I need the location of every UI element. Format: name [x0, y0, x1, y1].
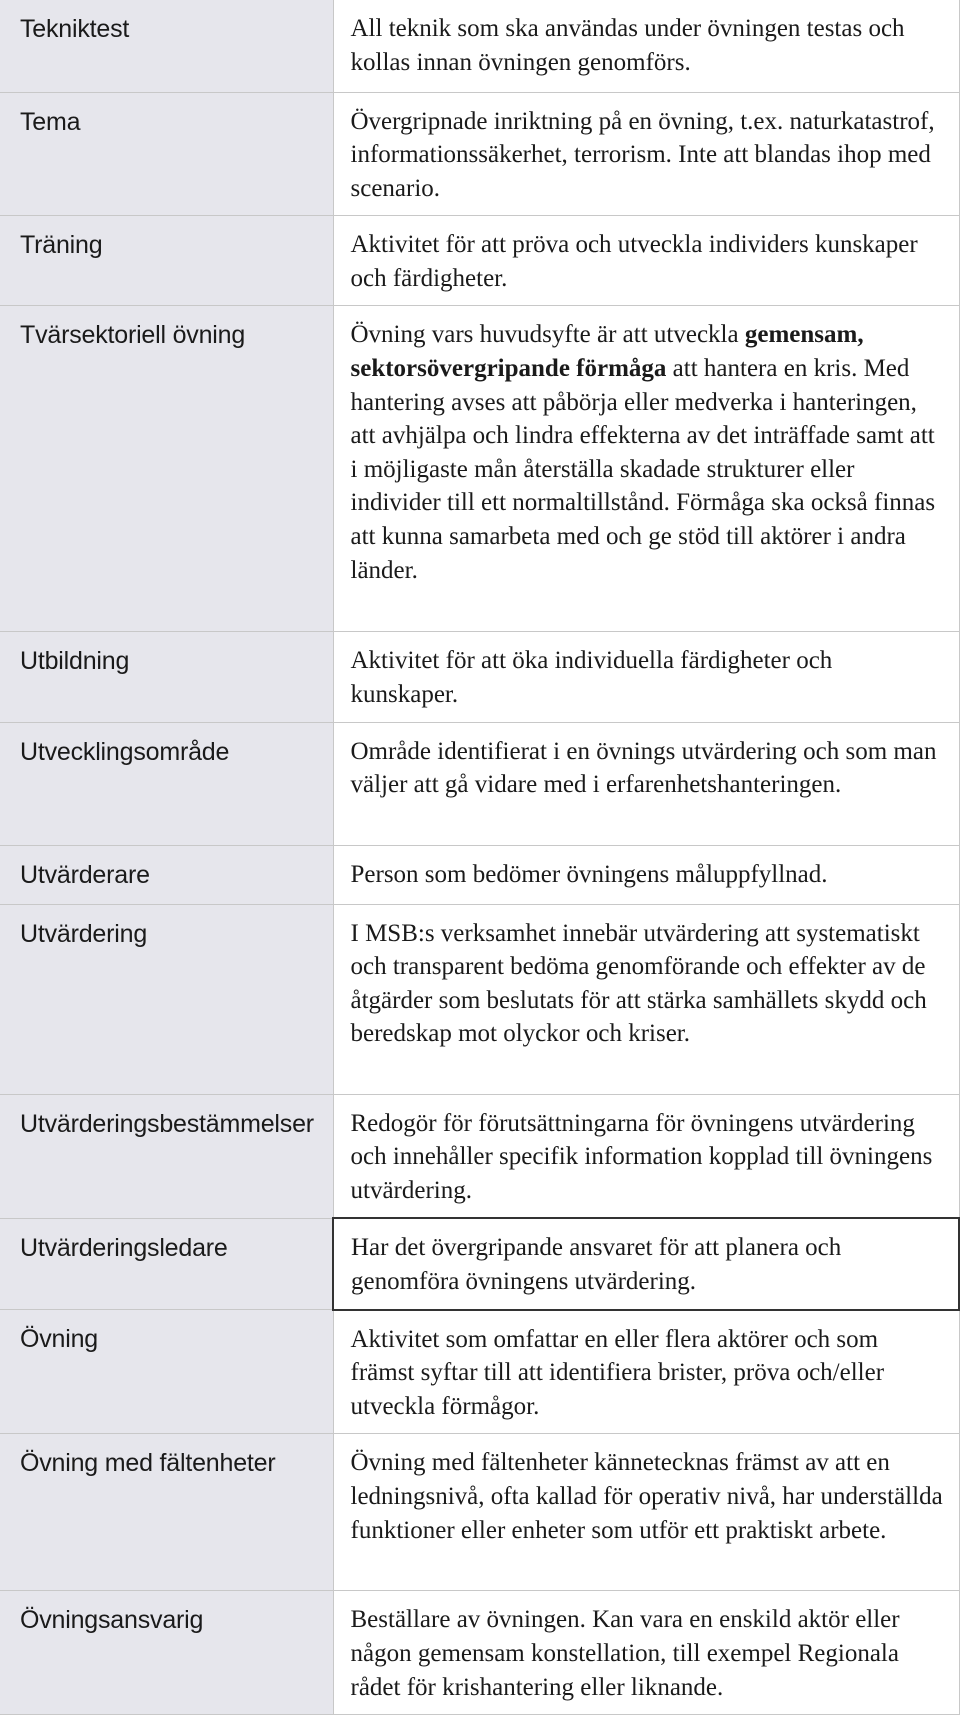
term-text: Utvecklingsområde [20, 737, 230, 766]
glossary-row-ovning-med-faltenheter [0, 1434, 959, 1591]
definition-part: Övning vars huvudsyfte är att utveckla [350, 321, 745, 349]
glossary-row-utvarderingsledare [0, 1218, 959, 1309]
definition-cell [333, 1434, 959, 1591]
definition-cell [333, 722, 959, 845]
glossary-row-utbildning [0, 632, 959, 722]
term-text: Tvärsektoriell övning [20, 321, 246, 350]
term-text: Träning [20, 231, 103, 260]
glossary-row-tekniktest [0, 0, 959, 92]
definition-emphasis: gemensam, sektorsövergripande förmåga [350, 321, 864, 383]
term-cell [0, 92, 333, 216]
term-cell [0, 1591, 333, 1715]
term-text: Tekniktest [20, 15, 130, 43]
term-cell [0, 722, 333, 845]
glossary-row-utvarderingsbestammelser [0, 1094, 959, 1218]
definition-text: Aktivitet som omfattar en eller flera aktörer och som främst syftar till att identifiera brister, pröva och/eller utveckla förmågor. [350, 1325, 885, 1420]
definition-cell [333, 1094, 959, 1218]
term-cell [0, 632, 333, 722]
term-text: Utvärderingsbestämmelser [20, 1109, 314, 1138]
term-cell [0, 1434, 333, 1591]
glossary-row-tema [0, 92, 959, 216]
term-text: Övningsansvarig [20, 1606, 204, 1635]
definition-text: Område identifierat i en övnings utvärdering och som man väljer att gå vidare med i erfarenhetshanteringen. [350, 737, 937, 799]
term-text: Tema [20, 107, 81, 136]
term-cell [0, 306, 333, 632]
definition-text: Aktivitet för att pröva och utveckla individers kunskaper och färdigheter. [350, 231, 918, 292]
definition-cell [333, 216, 959, 306]
glossary-row-utvecklingsomrade [0, 722, 959, 845]
definition-text: Redogör för förutsättningarna för övningens utvärdering och innehåller specifik information kopplad till övningens utvärdering. [350, 1109, 933, 1204]
term-text: Utbildning [20, 647, 130, 676]
definition-cell [333, 92, 959, 216]
definition-cell [333, 1310, 959, 1434]
term-text: Utvärderingsledare [20, 1233, 228, 1262]
definition-text: All teknik som ska användas under övningen testas och kollas innan övningen genomförs. [350, 15, 905, 76]
term-text: Utvärdering [20, 919, 148, 948]
definition-text: Aktivitet för att öka individuella färdigheter och kunskaper. [350, 647, 833, 709]
term-cell [0, 845, 333, 904]
term-cell [0, 0, 333, 92]
definition-text: Har det övergripande ansvaret för att planera och genomföra övningens utvärdering. [351, 1234, 842, 1296]
glossary-row-utvardering [0, 904, 959, 1094]
term-cell [0, 1218, 333, 1309]
definition-cell [333, 306, 959, 632]
definition-text: I MSB:s verksamhet innebär utvärdering att systematiskt och transparent bedöma genomförande och effekter av de åtgärder som beslutats för att stärka samhällets skydd och beredskap mot olyckor och kriser. [350, 919, 927, 1048]
definition-text: Person som bedömer övningens måluppfyllnad. [350, 860, 828, 888]
term-text: Övning med fältenheter [20, 1449, 276, 1478]
glossary-row-tvarsektoriell-ovning [0, 306, 959, 632]
definition-cell [333, 904, 959, 1094]
glossary-row-traning [0, 216, 959, 306]
definition-text: Övning med fältenheter kännetecknas främst av att en ledningsnivå, ofta kallad för operativ nivå, har underställda funktioner eller enheter som utför ett praktiskt arbete. [350, 1449, 943, 1544]
definition-text: Beställare av övningen. Kan vara en enskild aktör eller någon gemensam konstellation, till exempel Regionala rådet för krishantering eller liknande. [350, 1606, 900, 1701]
term-cell [0, 216, 333, 306]
definition-cell [333, 0, 959, 92]
glossary-row-ovning [0, 1310, 959, 1434]
definition-cell [333, 1218, 959, 1309]
definition-cell [333, 632, 959, 722]
term-text: Övning [20, 1325, 99, 1354]
term-cell [0, 904, 333, 1094]
definition-text: Övergripnade inriktning på en övning, t.ex. naturkatastrof, informationssäkerhet, terrorism. Inte att blandas ihop med scenario. [350, 107, 935, 202]
definition-cell [333, 1591, 959, 1715]
glossary-row-ovningsansvarig [0, 1591, 959, 1715]
definition-cell [333, 845, 959, 904]
term-cell [0, 1094, 333, 1218]
term-cell [0, 1310, 333, 1434]
definition-part: att hantera en kris. Med hantering avses att påbörja eller medverka i hanteringen, att avhjälpa och lindra effekterna av det inträffade samt att i möjligaste mån återställa skadade strukturer eller individer till ett normaltillstånd. Förmåga ska också finnas att kunna samarbeta med och ge stöd till aktörer i andra länder. [350, 355, 936, 584]
term-text: Utvärderare [20, 860, 150, 889]
definition-text [351, 318, 945, 587]
glossary-row-utvarderare [0, 845, 959, 904]
